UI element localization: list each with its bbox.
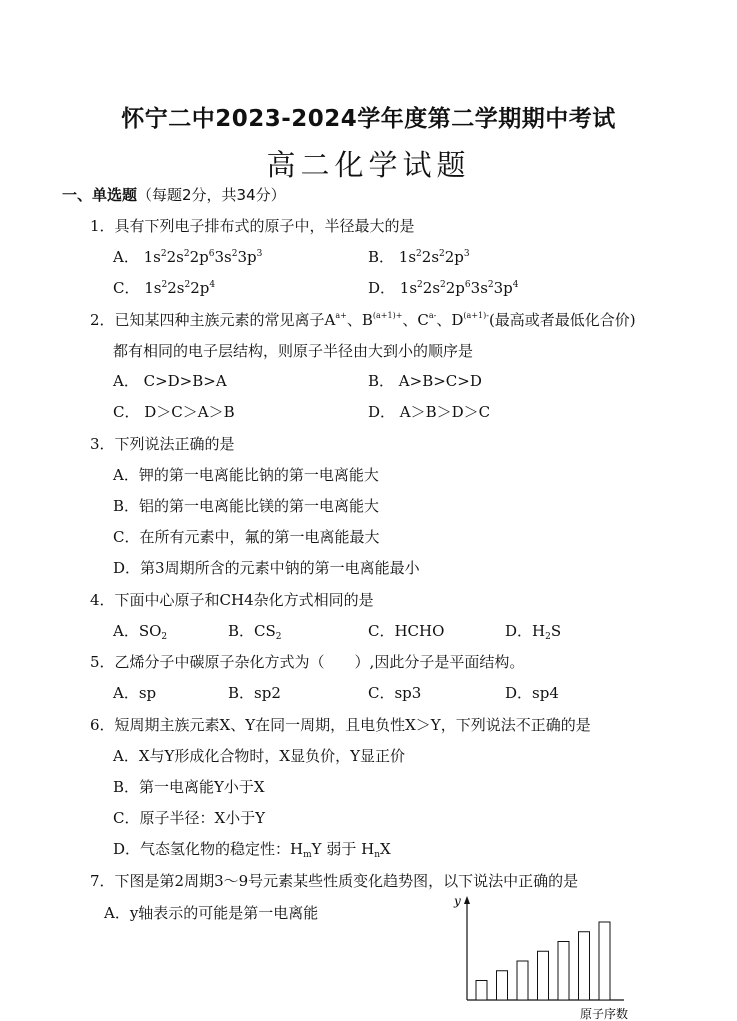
bars-group xyxy=(476,922,610,1000)
question-3-option-b: B．铝的第一电离能比镁的第一电离能大 xyxy=(113,497,380,515)
question-2-option-d: D． A＞B＞D＞C xyxy=(368,403,491,421)
chart-bar-1 xyxy=(476,981,487,1001)
question-4-option-a: A．$SO_2$ xyxy=(113,622,168,642)
question-3-option-d: D．第3周期所含的元素中钠的第一电离能最小 xyxy=(113,559,420,577)
question-4-stem: 4．下面中心原子和CH4杂化方式相同的是 xyxy=(90,591,374,609)
question-5-option-c: C．sp3 xyxy=(368,684,422,702)
question-6-option-c: C．原子半径：X小于Y xyxy=(113,809,266,827)
chart-bar-7 xyxy=(599,922,610,1000)
question-1-stem: 1．具有下列电子排布式的原子中，半径最大的是 xyxy=(90,217,415,235)
question-7-stem: 7．下图是第2周期3～9号元素某些性质变化趋势图，以下说法中正确的是 xyxy=(90,872,579,890)
y-axis-label: y xyxy=(454,894,461,908)
question-4-option-c: C．HCHO xyxy=(368,622,445,640)
chart-bar-2 xyxy=(497,971,508,1000)
question-5-option-d: D．sp4 xyxy=(505,684,559,702)
chart-bar-4 xyxy=(538,951,549,1000)
question-1-option-a: A． $1s^22s^22p^63s^23p^3$ xyxy=(113,248,263,266)
question-2-option-c: C． D＞C＞A＞B xyxy=(113,403,235,421)
question-6-option-d: D．气态氢化物的稳定性：$H_mY$ 弱于 $H_nX$ xyxy=(113,840,391,860)
question-2-stem-line2: 都有相同的电子层结构，则原子半径由大到小的顺序是 xyxy=(113,342,474,360)
question-3-stem: 3．下列说法正确的是 xyxy=(90,435,235,453)
trend-bar-chart xyxy=(448,892,628,1021)
chart-bar-5 xyxy=(558,942,569,1001)
question-2-stem: 2．已知某四种主族元素的常见离子$A^{a+}$、$B^{(a+1)+}$、$C^{a-}$、$D^{(a+1)-}$(最高或者最低化合价) xyxy=(90,311,636,329)
question-3-option-a: A．钾的第一电离能比钠的第一电离能大 xyxy=(113,466,379,484)
question-1-option-d: D． $1s^22s^22p^63s^23p^4$ xyxy=(368,279,519,297)
question-2-option-a: A． C>D>B>A xyxy=(113,372,227,390)
section-note: （每题2分，共34分） xyxy=(137,186,286,204)
subject-title: 高二化学试题 xyxy=(266,148,471,182)
question-5-option-b: B．sp2 xyxy=(228,684,281,702)
question-3-option-c: C．在所有元素中，氟的第一电离能最大 xyxy=(113,528,380,546)
x-axis-label: 原子序数 xyxy=(580,1007,628,1021)
chart-bar-6 xyxy=(579,932,590,1000)
section-label: 一、单选题 xyxy=(62,186,138,204)
question-1-option-c: C． $1s^22s^22p^4$ xyxy=(113,279,216,297)
question-5-option-a: A．sp xyxy=(113,684,157,702)
question-2-option-b: B． A>B>C>D xyxy=(368,372,482,390)
question-6-option-a: A．X与Y形成化合物时，X显负价，Y显正价 xyxy=(113,747,405,765)
question-5-stem: 5．乙烯分子中碳原子杂化方式为（ ）,因此分子是平面结构。 xyxy=(90,653,525,671)
question-4-option-b: B．$CS_2$ xyxy=(228,622,282,642)
question-6-stem: 6．短周期主族元素X、Y在同一周期，且电负性X＞Y，下列说法不正确的是 xyxy=(90,716,591,734)
question-4-option-d: D．$H_2S$ xyxy=(505,622,562,642)
section-heading xyxy=(62,184,286,205)
question-7-option-a: A．y轴表示的可能是第一电离能 xyxy=(104,904,319,922)
y-axis-arrow xyxy=(464,896,470,904)
question-6-option-b: B．第一电离能Y小于X xyxy=(113,778,265,796)
chart-bar-3 xyxy=(517,961,528,1000)
exam-title: 怀宁二中2023-2024学年度第二学期期中考试 xyxy=(121,106,616,132)
question-1-option-b: B． $1s^22s^22p^3$ xyxy=(368,248,470,266)
